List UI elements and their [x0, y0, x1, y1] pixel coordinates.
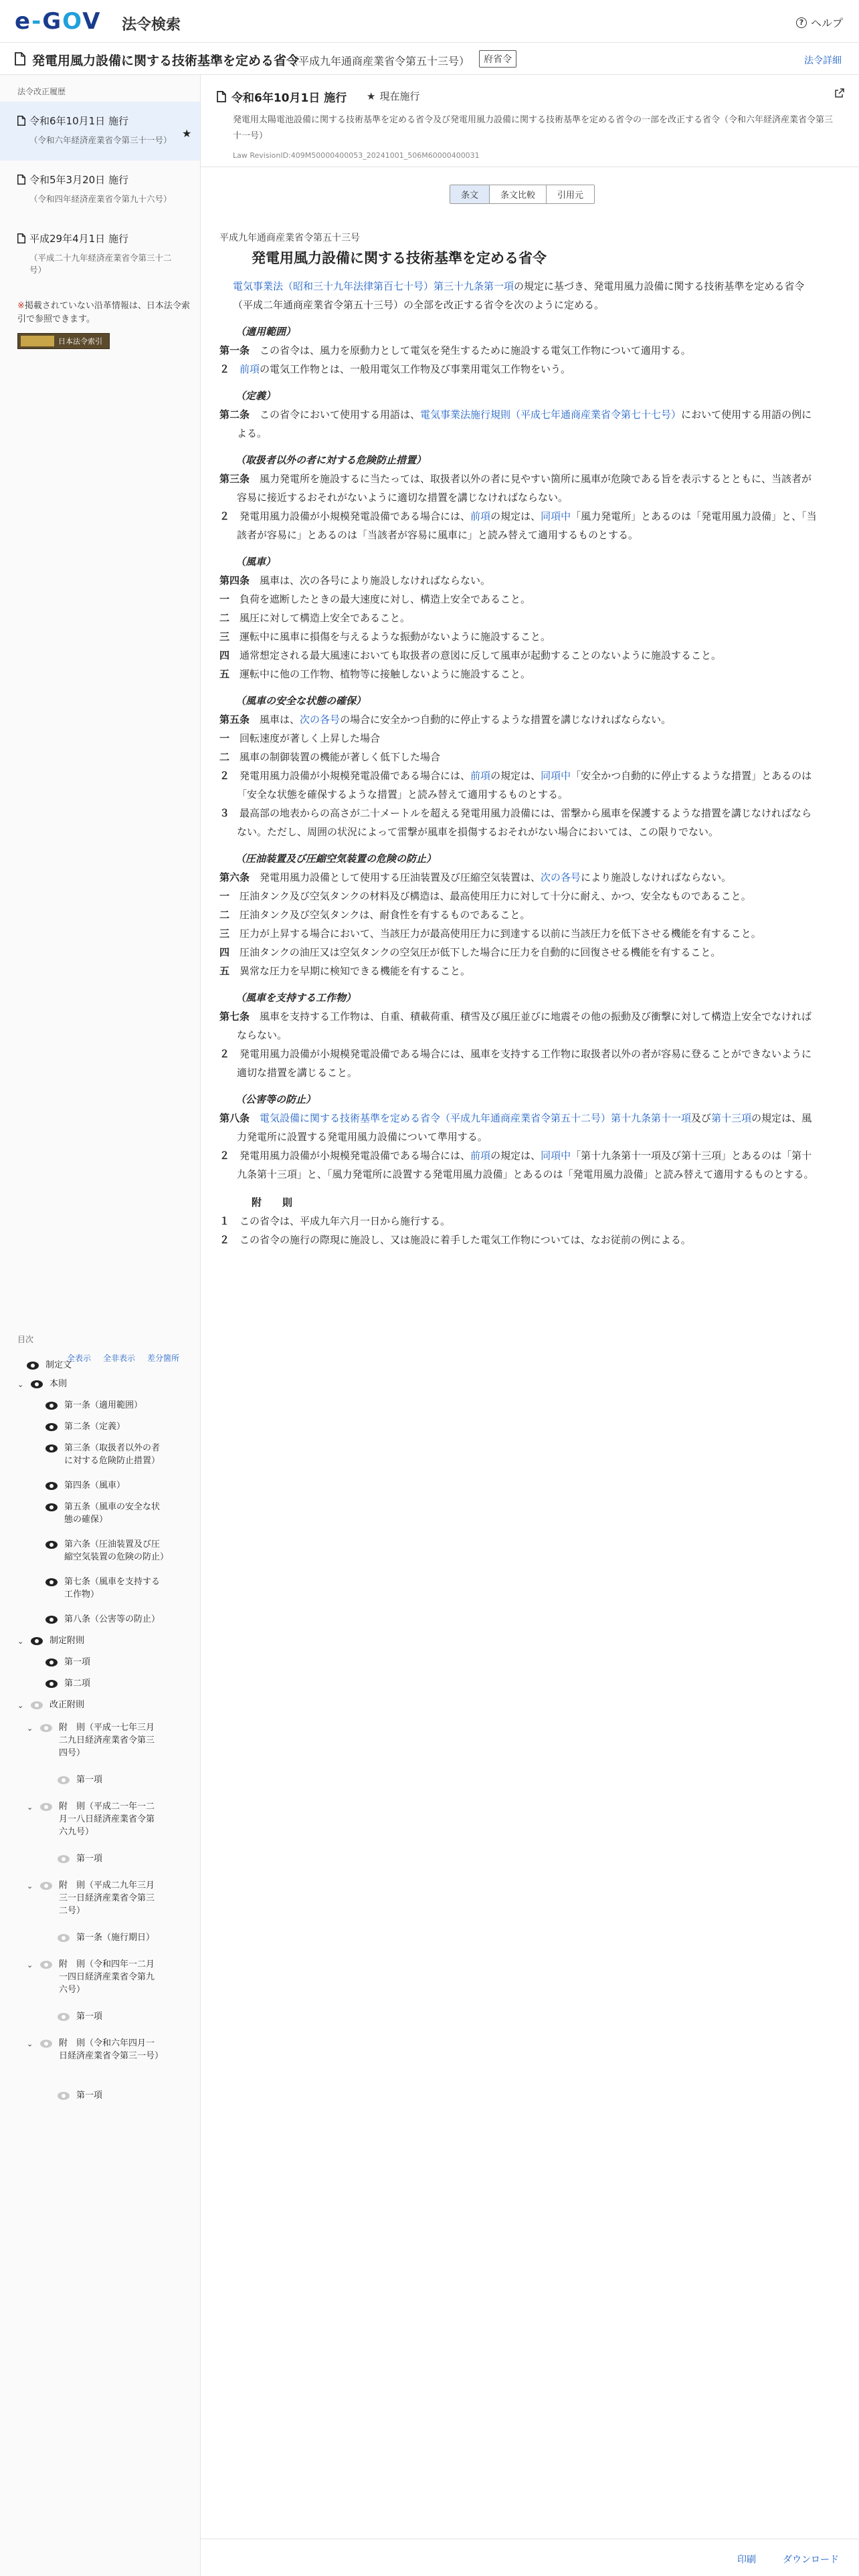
eye-icon[interactable] [45, 1423, 58, 1431]
toc-item-label: 第一項 [76, 1854, 103, 1864]
law-number: （平成九年通商産業省令第五十三号） [288, 55, 470, 68]
toc-item-label: 附 則（令和六年四月一日経済産業省令第三一号） [59, 2038, 164, 2061]
history-heading: 法令改正履歴 [17, 87, 66, 96]
list-item [219, 943, 822, 962]
ref-link[interactable]: 電気事業法施行規則（平成七年通商産業省令第七十七号） [420, 409, 682, 421]
toc-item-label: 附 則（令和四年一二月一四日経済産業省令第九六号） [59, 1959, 155, 1995]
eye-icon[interactable] [45, 1503, 58, 1511]
article-text: この省令は、風力を原動力として電気を発生するために施設する電気工作物について適用する。 [260, 344, 691, 356]
ref-link[interactable]: 前項 [470, 510, 491, 522]
item-number: １ [219, 1215, 230, 1227]
paragraph-number: ２ [219, 1150, 230, 1162]
article-caption: （定義） [235, 390, 276, 402]
history-date: 令和5年3月20日 施行 [29, 174, 128, 186]
item-text: 回転速度が著しく上昇した場合 [240, 732, 381, 744]
list-item [219, 729, 822, 748]
article-caption: （圧油装置及び圧縮空気装置の危険の防止） [235, 853, 437, 865]
banner-image-icon [21, 336, 54, 346]
paragraph [219, 360, 822, 379]
ref-link[interactable]: 次の各号 [541, 871, 581, 883]
paragraph-text: の規定は、 [490, 510, 541, 522]
item-number: 四 [219, 946, 230, 958]
print-link[interactable]: 印刷 [737, 2555, 756, 2565]
eye-icon[interactable] [45, 1444, 58, 1453]
paragraph-text: 最高部の地表からの高さが二十メートルを超える発電用風力設備には、雷撃から風車を保護するような措置を講じなければならない。ただし、周囲の状況によって雷撃が風車を損傷するおそれがない場合においては、この限りでない。 [237, 807, 812, 838]
list-item [219, 962, 822, 980]
list-item [219, 748, 822, 766]
eye-icon[interactable] [58, 1855, 70, 1863]
toc-item[interactable] [58, 1774, 177, 1786]
note-mark: ※ [17, 301, 25, 311]
revision-date [217, 88, 347, 105]
toc-item[interactable] [45, 1576, 165, 1601]
toc-show-all-button[interactable]: 全表示 [67, 1354, 92, 1363]
preamble-link[interactable]: 電気事業法（昭和三十九年法律第百七十号）第三十九条第一項 [233, 280, 514, 292]
article-text: により施設しなければならない。 [581, 871, 732, 883]
history-note [17, 300, 191, 326]
toc-item[interactable] [45, 1479, 165, 1492]
chevron-down-icon[interactable]: ⌄ [17, 1637, 24, 1646]
item-number: 四 [219, 649, 230, 661]
history-ordinance: （平成二十九年経済産業省令第三十二号） [29, 253, 172, 275]
article-text: の場合に安全かつ自動的に停止するような措置を講じなければならない。 [340, 714, 672, 726]
revision-id: Law RevisionID:409M50000400053_20241001_506M60000400031 [233, 151, 480, 160]
toc-item-label: 第五条（風車の安全な状態の確保） [64, 1502, 161, 1525]
item-number: 五 [219, 965, 230, 977]
item-number: 三 [219, 631, 230, 643]
article-number: 第六条 [219, 871, 250, 883]
item-number: ２ [219, 1234, 230, 1246]
article-text: の規定は、風力発電所に設置する発電用風力設備について準用する。 [237, 1112, 812, 1143]
paragraph-text: 「風力発電所」とあるのは「発電用風力設備」と、「当該者が容易に」とあるのは「当該者が容易に風車に」と読み替えて適用するものとする。 [237, 510, 817, 541]
law-detail-link[interactable]: 法令詳細 [804, 56, 842, 66]
item-number: 一 [219, 732, 230, 744]
help-link[interactable] [796, 15, 843, 30]
paragraph-text: の規定は、 [490, 770, 541, 782]
eye-icon[interactable] [40, 1803, 52, 1811]
toc-item[interactable] [17, 1634, 150, 1648]
item-list [219, 729, 822, 766]
toc-item[interactable] [27, 1958, 159, 1996]
article-text: 風車は、次の各号により施設しなければならない。 [260, 574, 491, 586]
history-date: 令和6年10月1日 施行 [29, 115, 128, 127]
ref-link[interactable]: 前項 [470, 770, 491, 782]
toc-heading: 目次 [17, 1335, 34, 1344]
item-number: 一 [219, 593, 230, 605]
toc-item[interactable] [27, 2037, 164, 2062]
download-link[interactable]: ダウンロード [783, 2555, 839, 2565]
list-item [219, 646, 822, 665]
toc-item[interactable] [45, 1420, 165, 1433]
item-text: 負荷を遮断したときの最大速度に対し、構造上安全であること。 [240, 593, 531, 605]
item-text: 異常な圧力を早期に検知できる機能を有すること。 [240, 965, 471, 977]
item-list [219, 590, 822, 683]
star-icon: ★ [182, 127, 192, 140]
item-text: 通常想定される最大風速においても取扱者の意図に反して風車が起動することのないように施設すること。 [240, 649, 722, 661]
article-5 [219, 710, 822, 729]
egov-logo[interactable]: e-GOV [15, 8, 102, 35]
law-title-bar [0, 43, 859, 75]
article-text: 風力発電所を施設するに当たっては、取扱者以外の者に見やすい箇所に風車が危険である旨を表示するとともに、当該者が容易に接近するおそれがないように適切な措置を講じなければならない。 [237, 473, 812, 504]
chevron-down-icon[interactable]: ⌄ [27, 1803, 33, 1812]
supplementary-heading: 附 則 [252, 1196, 298, 1208]
toc-item[interactable] [45, 1442, 165, 1467]
item-number: 五 [219, 668, 230, 680]
toc-item[interactable] [27, 1800, 159, 1838]
document-icon [17, 175, 25, 185]
toc-item-label: 第七条（風車を支持する工作物） [64, 1577, 161, 1600]
item-text: この省令の施行の際現に施設し、又は施設に着手した電気工作物については、なお従前の例による。 [240, 1234, 691, 1246]
ref-link[interactable]: 前項 [470, 1150, 491, 1162]
law-body [219, 229, 822, 1249]
paragraph [219, 804, 822, 841]
article-4 [219, 571, 822, 590]
toc-item-label: 制定附則 [50, 1636, 85, 1646]
ref-link[interactable]: 同項中 [541, 770, 571, 782]
paragraph-text: の規定は、 [490, 1150, 541, 1162]
item-text: 圧油タンクの油圧又は空気タンクの空気圧が低下した場合に圧力を自動的に回復させる機能を有すること。 [240, 946, 721, 958]
eye-icon[interactable] [27, 1362, 39, 1370]
ref-link[interactable]: 電気設備に関する技術基準を定める省令（平成九年通商産業省令第五十二号）第十九条第十一項 [260, 1112, 692, 1124]
list-item [219, 627, 822, 646]
toc-item[interactable] [17, 1378, 150, 1391]
toc-item-label: 第一項 [76, 1775, 103, 1785]
revision-status [367, 89, 419, 103]
view-tabs [450, 185, 595, 204]
eye-icon[interactable] [40, 1961, 52, 1969]
toc-item-label: 第一条（適用範囲） [64, 1400, 143, 1410]
eye-icon[interactable] [45, 1541, 58, 1549]
list-item [219, 1230, 822, 1249]
list-item [219, 924, 822, 943]
item-text: 運転中に他の工作物、植物等に接触しないように施設すること。 [240, 668, 531, 680]
item-text: この省令は、平成九年六月一日から施行する。 [240, 1215, 451, 1227]
ref-link[interactable]: 第十三項 [711, 1112, 752, 1124]
toc-item-label: 本則 [50, 1379, 68, 1389]
item-number: 二 [219, 612, 230, 624]
external-link-icon[interactable] [835, 88, 844, 98]
toc-item[interactable] [58, 1931, 177, 1944]
eye-icon[interactable] [40, 2040, 52, 2048]
paragraph-number: ３ [219, 807, 230, 819]
toc-item-label: 第四条（風車） [64, 1481, 126, 1491]
chevron-down-icon[interactable]: ⌄ [27, 2040, 33, 2048]
revision-full-title: 発電用太陽電池設備に関する技術基準を定める省令及び発電用風力設備に関する技術基準を定める省令の一部を改正する省令（令和六年経済産業省令第三十一号） [233, 115, 834, 141]
preamble-text: の規定に基づき、発電用風力設備に関する技術基準を定める省令（平成二年通商産業省令第五十三号）の全部を改正する省令を次のように定める。 [233, 280, 805, 311]
article-text: において使用する用語の例による。 [237, 409, 812, 439]
article-6 [219, 868, 822, 887]
item-list [219, 887, 822, 980]
item-text: 風圧に対して構造上安全であること。 [240, 612, 411, 624]
paragraph-text: 「安全かつ自動的に停止するような措置」とあるのは「安全な状態を確保するような措置」と読み替えて適用するものとする。 [237, 770, 812, 800]
list-item [219, 609, 822, 627]
ref-link[interactable]: 次の各号 [300, 714, 341, 726]
item-text: 風車の制御装置の機能が著しく低下した場合 [240, 751, 441, 763]
eye-icon[interactable] [31, 1701, 43, 1709]
paragraph [219, 507, 822, 544]
chevron-down-icon[interactable]: ⌄ [27, 1724, 33, 1733]
toc-item[interactable] [58, 1852, 177, 1865]
article-number: 第四条 [219, 574, 250, 586]
toc-item-label: 第一項 [76, 2090, 103, 2101]
chevron-down-icon[interactable]: ⌄ [17, 1380, 24, 1389]
toc-item-label: 第一条（施行期日） [76, 1933, 155, 1943]
toc-item-label: 改正附則 [50, 1700, 85, 1710]
list-item [219, 887, 822, 905]
article-text: 及び [691, 1112, 712, 1124]
tab-compare[interactable]: 条文比較 [490, 185, 547, 203]
article-caption: （風車） [235, 556, 276, 568]
item-number: 二 [219, 751, 230, 763]
law-body-number: 平成九年通商産業省令第五十三号 [219, 233, 360, 243]
list-item [219, 905, 822, 924]
toc-item-label: 第一項 [64, 1657, 91, 1667]
paragraph-number: ２ [219, 770, 230, 782]
toc-item-label: 第二条（定義） [64, 1422, 126, 1432]
eye-icon[interactable] [40, 1882, 52, 1890]
article-3 [219, 469, 822, 507]
article-1 [219, 341, 822, 360]
eye-icon[interactable] [31, 1380, 43, 1388]
document-icon [217, 91, 226, 102]
paragraph-text: 発電用風力設備が小規模発電設備である場合には、 [240, 1150, 471, 1162]
toc-item[interactable] [45, 1399, 165, 1412]
paragraph-text: 発電用風力設備が小規模発電設備である場合には、 [240, 510, 471, 522]
toc-item-label: 第二項 [64, 1679, 91, 1689]
eye-icon[interactable] [45, 1402, 58, 1410]
item-text: 圧油タンク及び空気タンクは、耐食性を有するものであること。 [240, 909, 531, 921]
toc-item[interactable] [27, 1359, 146, 1372]
note-text: 掲載されていない沿革情報は、日本法令索引で参照できます。 [17, 301, 190, 324]
article-text: 発電用風力設備として使用する圧油装置及び圧縮空気装置は、 [260, 871, 541, 883]
paragraph-number: ２ [219, 363, 230, 375]
paragraph-text: の電気工作物とは、一般用電気工作物及び事業用電気工作物をいう。 [260, 363, 571, 375]
paragraph-text: 「第十九条第十一項及び第十三項」とあるのは「第十九条第十三項」と、「風力発電所に設置する発電用風力設備」とあるのは「発電用風力設備」と読み替えて適用するものとする。 [237, 1150, 814, 1180]
paragraph [219, 766, 822, 804]
paragraph [219, 1045, 822, 1082]
article-text: 風車を支持する工作物は、自重、積載荷重、積雪及び風圧並びに地震その他の振動及び衝撃に対して構造上安全でなければならない。 [237, 1010, 812, 1041]
toc-item[interactable] [17, 1699, 150, 1712]
eye-icon[interactable] [45, 1616, 58, 1624]
law-kind-badge: 府省令 [479, 50, 516, 68]
article-number: 第五条 [219, 714, 250, 726]
article-7 [219, 1007, 822, 1045]
toc-item-label: 附 則（平成二九年三月三一日経済産業省令第三二号） [59, 1881, 155, 1916]
document-icon [17, 116, 25, 126]
sidebar [0, 75, 201, 2576]
history-date: 平成29年4月1日 施行 [29, 233, 128, 245]
toc-item[interactable] [45, 1538, 169, 1564]
item-number: 二 [219, 909, 230, 921]
toc-item[interactable] [45, 1613, 165, 1626]
article-text: 風車は、 [260, 714, 300, 726]
eye-icon[interactable] [45, 1680, 58, 1688]
article-2 [219, 405, 822, 443]
article-number: 第三条 [219, 473, 250, 485]
service-title[interactable]: 法令検索 [122, 17, 181, 33]
japan-law-index-banner[interactable] [17, 333, 110, 349]
tab-citations[interactable]: 引用元 [547, 185, 594, 203]
toc-diff-button[interactable]: 差分箇所 [147, 1354, 180, 1363]
toc-item[interactable] [27, 1721, 159, 1759]
star-icon: ★ [367, 90, 376, 102]
chevron-down-icon[interactable]: ⌄ [17, 1701, 24, 1710]
eye-icon[interactable] [45, 1658, 58, 1667]
toc-item[interactable] [45, 1656, 165, 1669]
list-item [219, 665, 822, 683]
revision-date-label: 令和6年10月1日 施行 [231, 92, 347, 105]
eye-icon[interactable] [45, 1482, 58, 1490]
history-ordinance: （令和四年経済産業省令第九十六号） [29, 194, 172, 204]
eye-icon[interactable] [58, 1934, 70, 1942]
article-caption: （取扱者以外の者に対する危険防止措置） [235, 454, 427, 466]
toc-item[interactable] [58, 2089, 177, 2102]
item-text: 圧油タンク及び空気タンクの材料及び構造は、最高使用圧力に対して十分に耐え、かつ、安全なものであること。 [240, 890, 751, 902]
item-text: 圧力が上昇する場合において、当該圧力が最高使用圧力に到達する以前に当該圧力を低下させる機能を有すること。 [240, 928, 761, 940]
document-icon [15, 52, 25, 66]
article-caption: （風車の安全な状態の確保） [235, 695, 367, 707]
toc-item-label: 第一項 [76, 2012, 103, 2022]
toc-hide-all-button[interactable]: 全非表示 [103, 1354, 136, 1363]
article-number: 第二条 [219, 409, 250, 421]
list-item [219, 1212, 822, 1230]
help-icon: ? [796, 17, 807, 28]
item-number: 三 [219, 928, 230, 940]
article-text: この省令において使用する用語は、 [260, 409, 421, 421]
toc-item-label: 第三条（取扱者以外の者に対する危険防止措置） [64, 1443, 161, 1466]
article-caption: （公害等の防止） [235, 1093, 316, 1105]
history-ordinance: （令和六年経済産業省令第三十一号） [29, 135, 172, 145]
toc-item[interactable] [45, 1501, 165, 1526]
toc-item[interactable] [45, 1677, 165, 1690]
paragraph-number: ２ [219, 1048, 230, 1060]
top-header [0, 0, 859, 43]
preamble [219, 277, 822, 314]
tab-articles[interactable]: 条文 [450, 185, 490, 203]
item-number: 一 [219, 890, 230, 902]
chevron-down-icon[interactable]: ⌄ [27, 1961, 33, 1969]
article-number: 第八条 [219, 1112, 250, 1124]
item-text: 運転中に風車に損傷を与えるような振動がないように施設すること。 [240, 631, 551, 643]
eye-icon[interactable] [40, 1724, 52, 1732]
toc-item[interactable] [27, 1879, 159, 1917]
law-title: 発電用風力設備に関する技術基準を定める省令 [32, 53, 300, 68]
law-body-title: 発電用風力設備に関する技術基準を定める省令 [252, 250, 547, 266]
history-item[interactable] [0, 219, 200, 278]
banner-label: 日本法令索引 [58, 337, 102, 346]
article-number: 第一条 [219, 344, 250, 356]
document-icon [17, 233, 25, 243]
ref-link[interactable]: 同項中 [541, 1150, 571, 1162]
chevron-down-icon[interactable]: ⌄ [27, 1882, 33, 1891]
ref-link[interactable]: 前項 [240, 363, 260, 375]
eye-icon[interactable] [45, 1578, 58, 1586]
eye-icon[interactable] [31, 1637, 43, 1645]
article-caption: （風車を支持する工作物） [235, 992, 357, 1004]
revision-header [201, 75, 859, 167]
revision-status-label: 現在施行 [379, 90, 420, 102]
toc-item[interactable] [58, 2010, 177, 2023]
footer-bar [201, 2539, 859, 2576]
history-item[interactable] [0, 160, 200, 219]
toc-item-label: 附 則（平成二一年一二月一八日経済産業省令第六九号） [59, 1802, 155, 1837]
article-number: 第七条 [219, 1010, 250, 1023]
help-label: ヘルプ [810, 17, 843, 29]
paragraph-number: ２ [219, 510, 230, 522]
article-8 [219, 1109, 822, 1146]
toc-item-label: 第六条（圧油装置及び圧縮空気装置の危険の防止） [64, 1539, 169, 1562]
eye-icon[interactable] [58, 2092, 70, 2100]
supplementary-list [219, 1212, 822, 1249]
list-item [219, 590, 822, 609]
article-caption: （適用範囲） [235, 326, 296, 338]
paragraph-text: 発電用風力設備が小規模発電設備である場合には、 [240, 770, 471, 782]
paragraph [219, 1146, 822, 1184]
eye-icon[interactable] [58, 1776, 70, 1784]
paragraph-text: 発電用風力設備が小規模発電設備である場合には、風車を支持する工作物に取扱者以外の者が容易に登ることができないように適切な措置を講じること。 [237, 1048, 812, 1079]
toc-item-label: 制定文 [45, 1360, 72, 1370]
toc-item-label: 第八条（公害等の防止） [64, 1614, 161, 1624]
eye-icon[interactable] [58, 2013, 70, 2021]
history-item-current[interactable] [0, 102, 200, 160]
toc-item-label: 附 則（平成一七年三月二九日経済産業省令第三四号） [59, 1723, 155, 1758]
ref-link[interactable]: 同項中 [541, 510, 571, 522]
